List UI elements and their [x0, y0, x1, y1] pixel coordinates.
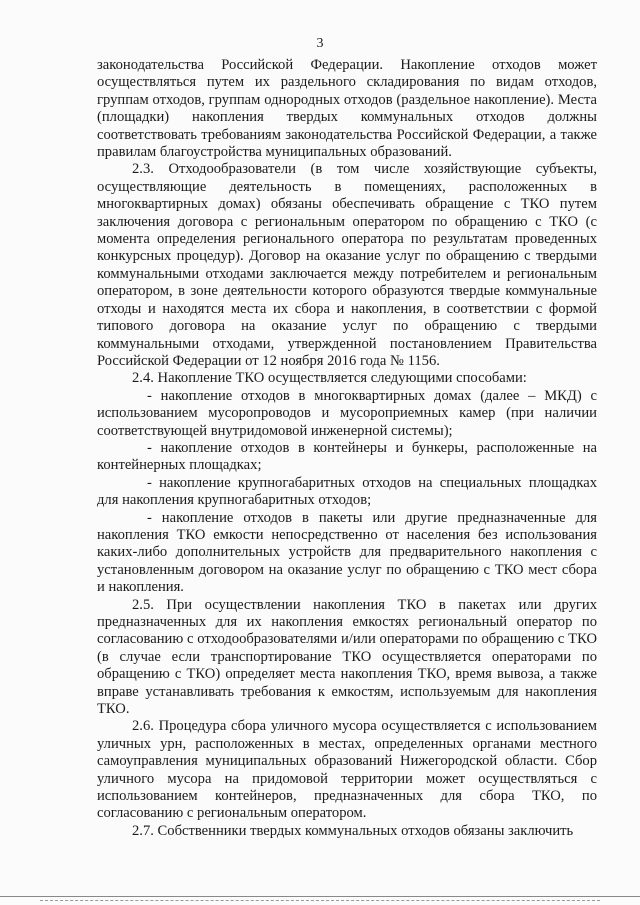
- list-item-mkd: - накопление отходов в многоквартирных домах (далее – МКД) с использованием мусоропроводов и мусороприемных камер (при наличии соответствующей внутридомовой инженерной системы);: [97, 387, 597, 439]
- list-item-containers: - накопление отходов в контейнеры и бункеры, расположенные на контейнерных площадках;: [97, 439, 597, 474]
- list-item-bags: - накопление отходов в пакеты или другие предназначенные для накопления ТКО емкости непосредственно от населения без использования каких-либо дополнительных устройств для предварительного накопления с установленным договором на оказание услуг по обращению с ТКО мест сбора и накопления.: [97, 509, 597, 596]
- document-body: [97, 57, 597, 840]
- list-item-bulky-waste: - накопление крупногабаритных отходов на специальных площадках для накопления крупногабаритных отходов;: [97, 474, 597, 509]
- paragraph-continued: законодательства Российской Федерации. Накопление отходов может осуществляться путем их раздельного складирования по видам отходов, группам отходов, группам однородных отходов (раздельное накопление). Места (площадки) накопления твердых коммунальных отходов должны соответствовать требованиям законодательства Российской Федерации, а также правилам благоустройства муниципальных образований.: [97, 57, 597, 161]
- paragraph-2-3: 2.3. Отходообразователи (в том числе хозяйствующие субъекты, осуществляющие деятельность в помещениях, расположенных в многоквартирных домах) обязаны обеспечивать обращение с ТКО путем заключения договора с региональным оператором по обращению с ТКО (с момента определения регионального оператора по результатам проведенных конкурсных процедур). Договор на оказание услуг по обращению с твердыми коммунальными отходами заключается между потребителем и региональным оператором, в зоне деятельности которого образуются твердые коммунальные отходы и находятся места их сбора и накопления, в соответствии с формой типового договора на оказание услуг по обращению с твердыми коммунальными отходами, утвержденной постановлением Правительства Российской Федерации от 12 ноября 2016 года № 1156.: [97, 161, 597, 369]
- page-number: 3: [316, 36, 324, 51]
- paragraph-2-4: 2.4. Накопление ТКО осуществляется следующими способами:: [132, 370, 527, 387]
- paragraph-2-5: 2.5. При осуществлении накопления ТКО в пакетах или других предназначенных для их накопления емкостях региональный оператор по согласованию с отходообразователями и/или операторами по обращению с ТКО (в случае если транспортирование ТКО осуществляется операторами по обращению с ТКО) определяет места накопления ТКО, время вывоза, а также вправе устанавливать требования к емкостям, используемым для накопления ТКО.: [97, 596, 597, 718]
- paragraph-2-6: 2.6. Процедура сбора уличного мусора осуществляется с использованием уличных урн, расположенных в местах, определенных органами местного самоуправления муниципальных образований Нижегородской области. Сбор уличного мусора на придомовой территории может осуществляться с использованием контейнеров, предназначенных для сбора ТКО, по согласованию с региональным оператором.: [97, 718, 597, 822]
- scan-edge-dashes: [40, 900, 600, 901]
- paragraph-2-7: 2.7. Собственники твердых коммунальных отходов обязаны заключить: [132, 822, 574, 839]
- scan-edge-line: [0, 896, 640, 897]
